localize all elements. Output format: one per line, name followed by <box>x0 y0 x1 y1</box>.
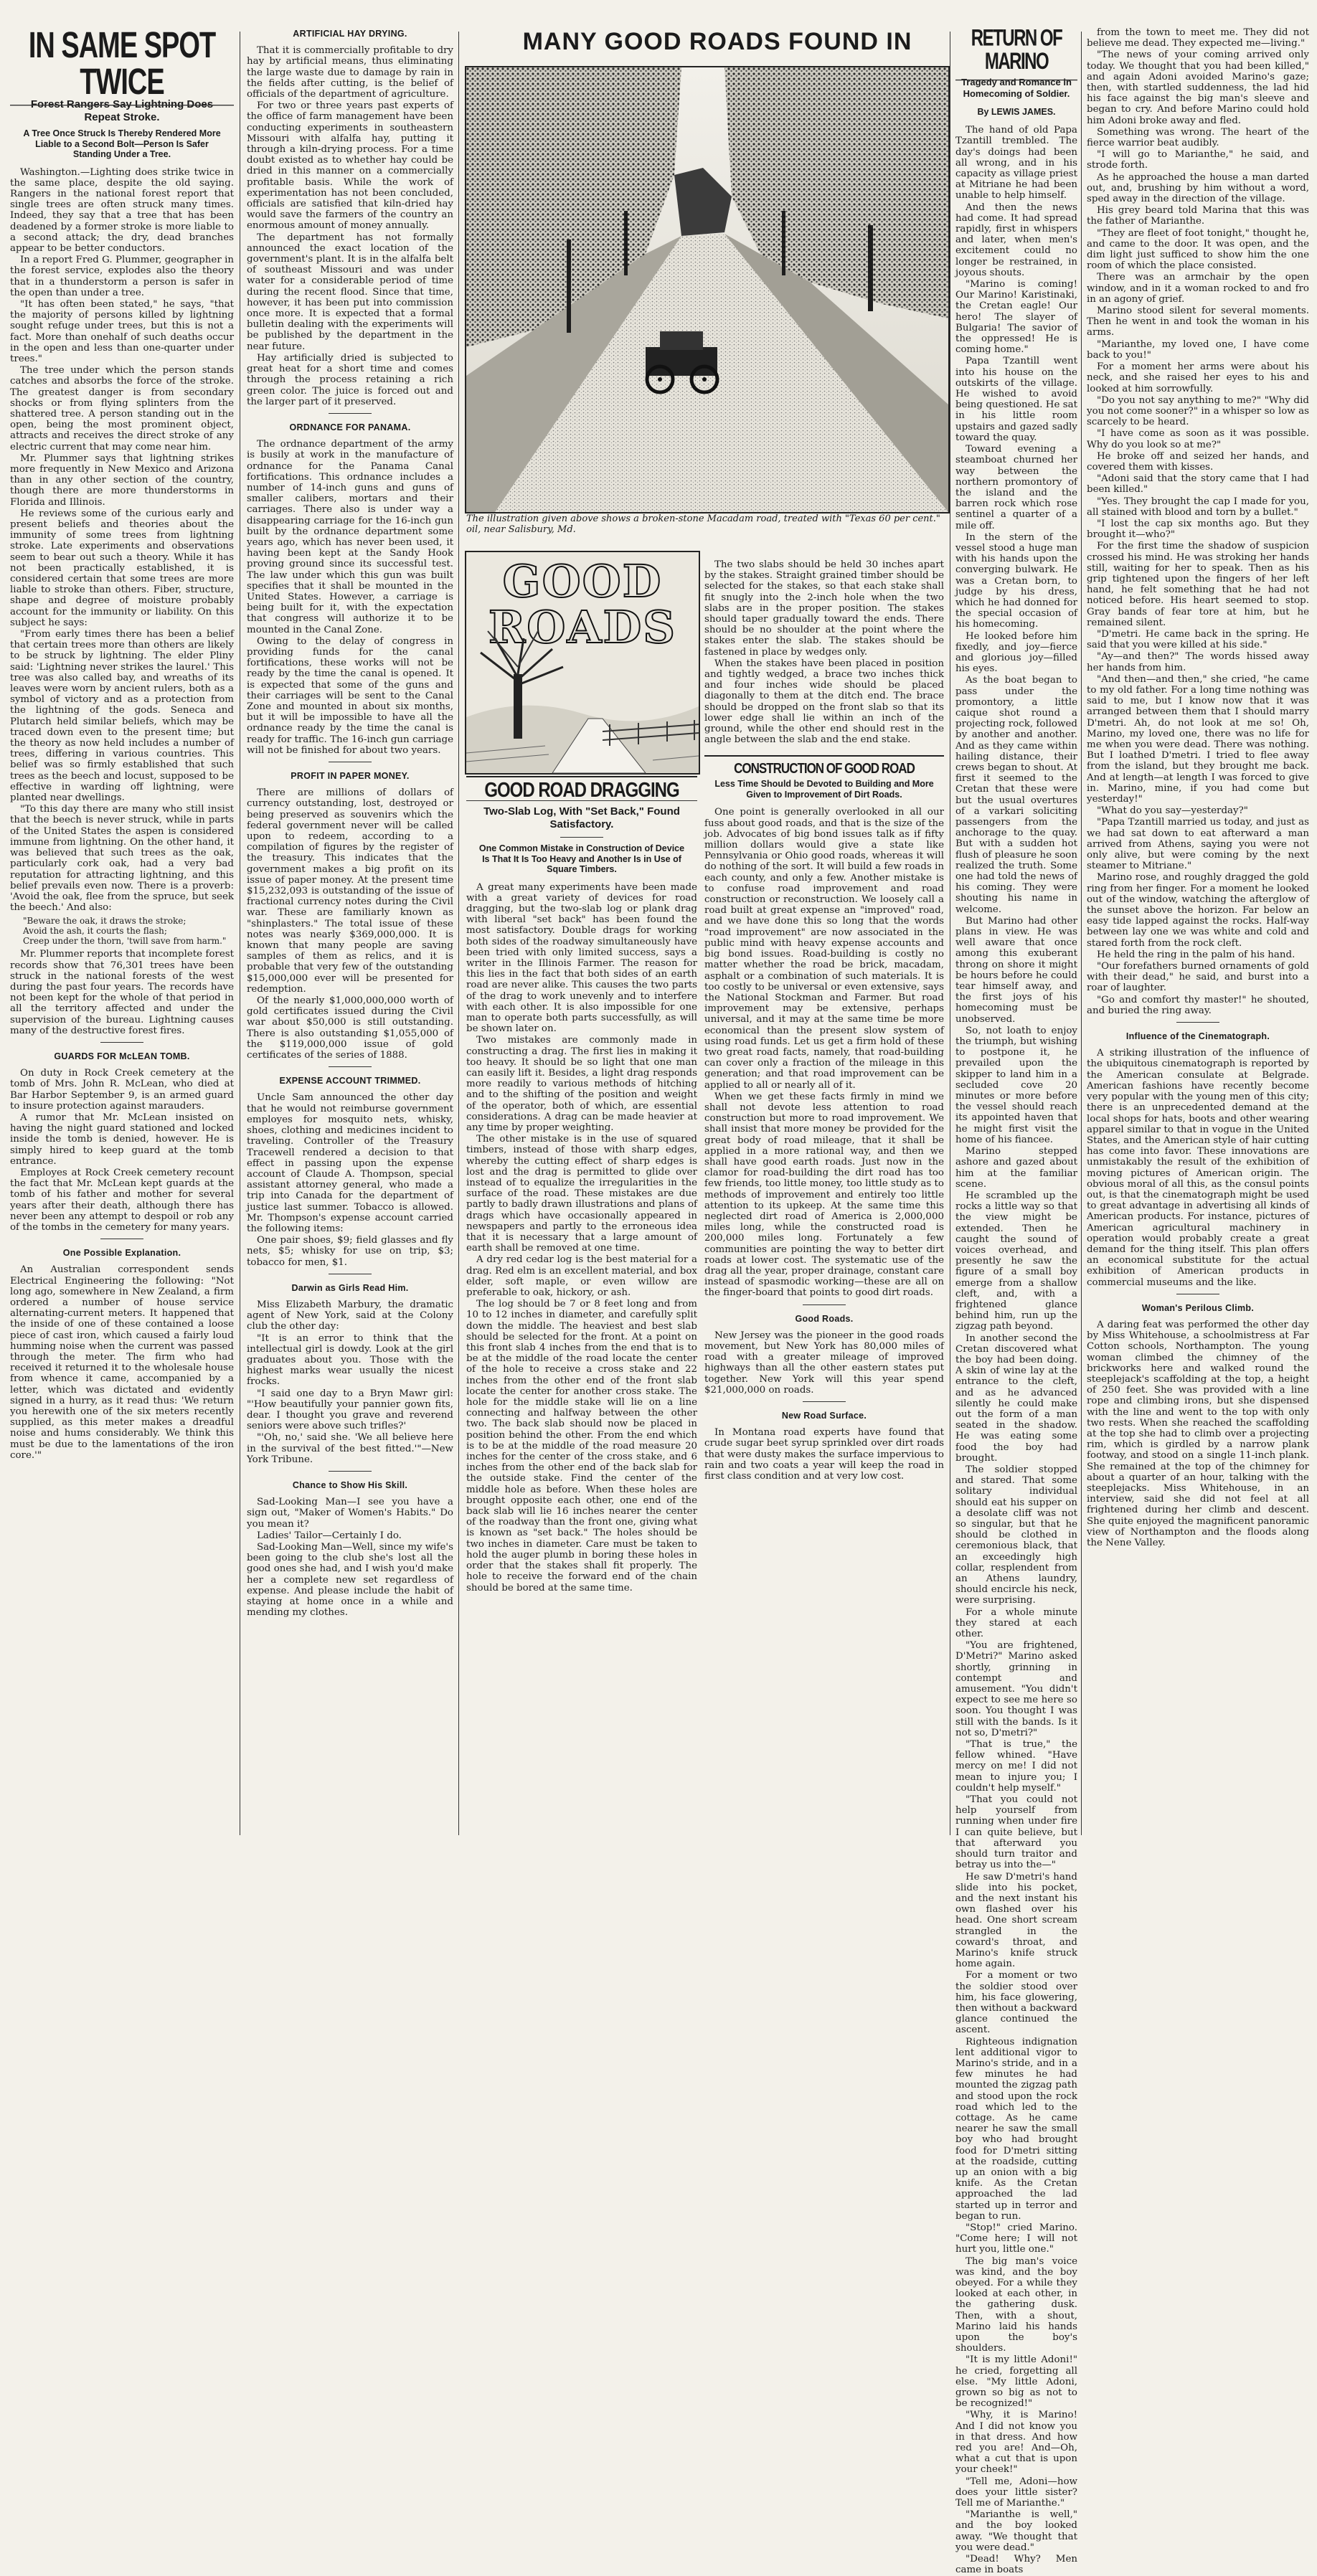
subdeck: One Common Mistake in Construction of Device Is That It Is Too Heavy and Another Is in Use of Square Timbers. <box>478 843 685 874</box>
paragraph: In the stern of the vessel stood a huge man with his hands upon the converging bulwark. He was a Cretan born, to judge by his dress, which he had donned for the special occasion of his homecoming. <box>955 531 1077 630</box>
paragraph: "D'metri. He came back in the spring. He said that you were killed at his side." <box>1087 628 1309 651</box>
paragraph: A dry red cedar log is the best material for a drag. Red elm is an excellent material, and box elder, soft maple, or even willow are preferable to oak, hickory, or ash. <box>466 1254 697 1299</box>
divider <box>560 837 603 838</box>
paragraph: "Papa Tzantill married us today, and just as we had sat down to eat afterward a man arrived from Athens, saying you were not only alive, but were coming by the next steamer to Mitriane." <box>1087 817 1309 872</box>
paragraph: "It is an error to think that the intellectual girl is dowdy. Look at the girl graduates about you. Those with the highest marks wear usually the nicest frocks. <box>247 1332 453 1388</box>
paragraph: The other mistake is in the use of squared timbers, instead of those with sharp edges, whereby the cutting effect of sharp edges is lost and the drag is permitted to glide over instead of to equalize the irregularities in the surface of the road. These mistakes are due partly to badly drawn illustrations and plans of drags which have occasionally appeared in newspapers and partly to the erroneous idea that it is necessary that a large amount of earth shall be removed at one time. <box>466 1134 697 1254</box>
paragraph: "Ay—and then?" The words hissed away her hands from him. <box>1087 651 1309 673</box>
paragraph: "I said one day to a Bryn Mawr girl: "'How beautifully your pannier gown fits, dear. I thought you grave and reverend seniors were above such trifles?' <box>247 1388 453 1432</box>
paragraph: "Marianthe is well," and the boy looked away. "We thought that you were dead." <box>955 2509 1077 2553</box>
deck: Tragedy and Romance in Homecoming of Soldier. <box>961 77 1072 99</box>
paragraph: "The news of your coming arrived only today. We thought that you had been killed," and again Adoni avoided Marino's gaze; then, with startled suddenness, the lad hid his face against the big man's sleeve and began to cry. And before Marino could hold him Adoni broke away and fled. <box>1087 49 1309 126</box>
paragraph: One pair shoes, $9; field glasses and fly nets, $5; whisky for use on trip, $3; tobacco for men, $1. <box>247 1235 453 1268</box>
paragraph: Papa Tzantill went into his house on the outskirts of the village. He wished to avoid being questioned. He sat in his little room upstairs and gazed sadly toward the quay. <box>955 356 1077 443</box>
paragraph: Of the nearly $1,000,000,000 worth of gold certificates issued during the Civil war about $50,000 is still outstanding. There is also outstanding $1,055,000 of the $119,000,000 issue of gold certificates of the series of 1888. <box>247 995 453 1061</box>
section-heading-explanation: One Possible Explanation. <box>62 1248 181 1259</box>
paragraph: Something was wrong. The heart of the fierce warrior beat audibly. <box>1087 126 1309 149</box>
paragraph: Toward evening a steamboat churned her way between the northern promontory of the island and the barren rock which rose sentinel a quarter of a mile off. <box>955 444 1077 531</box>
paragraph: "That you could not help yourself from running when under fire I can quite believe, but that afterward you should turn traitor and betray us into the—" <box>955 1794 1077 1871</box>
paragraph: For a moment or two the soldier stood over him, his face glowering, then without a backward glance continued the ascent. <box>955 1970 1077 2036</box>
paragraph: For a moment her arms were about his neck, and she raised her eyes to his and looked at him sorrowfully. <box>1087 361 1309 394</box>
paragraph: In a report Fred G. Plummer, geographer in the forest service, explodes also the theory that in a thunderstorm a person is safer in the open than under a tree. <box>10 255 234 298</box>
column-4 <box>704 559 944 1836</box>
column-6 <box>1087 27 1309 1824</box>
paragraph: "Stop!" cried Marino. "Come here; I will not hurt you, little one." <box>955 2222 1077 2255</box>
paragraph: "To this day there are many who still insist that the beech is never struck, while in parts of the United States the aspen is considered immune from lightning. On the other hand, it was believed that such trees as the oak, particularly cork oak, had a very bad reputation for attracting lightning, and this belief prevails even now. There is a proverb: 'Avoid the oak, flee from the spruce, but seek the beech.' And also: <box>10 804 234 914</box>
section-heading-ordnance: ORDNANCE FOR PANAMA. <box>289 422 411 432</box>
paragraph: The hand of old Papa Tzantill trembled. The day's doings had been all wrong, and in his capacity as village priest at Mitriane he had been unable to help himself. <box>955 125 1077 202</box>
paragraph: The two slabs should be held 30 inches apart by the stakes. Straight grained timber should be selected for the stakes, so that each stake shall fit snugly into the 2-inch hole when the two slabs are in the proper position. The stakes should taper gradually toward the ends. There should be no shoulder at the point where the stakes enter the slab. The stakes should be fastened in place by wedges only. <box>704 559 944 658</box>
paragraph: But Marino had other plans in view. He was well aware that once among this exuberant throng on shore it might be hours before he could tear himself away, and the first joys of his homecoming must be unobserved. <box>955 915 1077 1025</box>
deck: Two-Slab Log, With "Set Back," Found Satisfactory. <box>483 805 680 830</box>
paragraph: A daring feat was performed the other day by Miss Whitehouse, a schoolmistress at Far Cotton schools, Northampton. The young woman climbed the chimney of the brickworks here and walked round the steeplejack's scaffolding at the top, a height of 250 feet. She was provided with a line rope and climbing irons, but she dispensed with the line and went to the top with only two rests. When she reached the scaffolding at the top she had to climb over a projecting rim, which is girdled by a narrow plank footway, and stood on a single 11-inch plank. She remained at the top of the chimney for about a quarter of an hour, talking with the steeplejacks. Miss Whitehouse, in an interview, said she did not feel at all frightened during her climb and descent. She quite enjoyed the magnificent panoramic view of Northampton and the floods along the Nene Valley. <box>1087 1319 1309 1549</box>
paragraph: He reviews some of the curious early and present beliefs and theories about the immunity of some trees from lightning stroke. Late experiments and observations seem to bear out such a theory. While it has not been practically established, it is considered certain that some trees are more liable to stroke than others. Fiber, structure, shape and degree of moisture probably account for the immunity or liability. On this subject he says: <box>10 508 234 628</box>
section-heading-guards: GUARDS FOR McLEAN TOMB. <box>54 1051 190 1061</box>
paragraph: The tree under which the person stands catches and absorbs the force of the stroke. The greatest danger is from secondary shocks or from flying splinters from the shattered tree. A person standing out in the open, being the most prominent object, attracts and receives the direct stroke of any electric current that may come near him. <box>10 365 234 453</box>
section-heading-new-surface: New Road Surface. <box>781 1411 867 1421</box>
paragraph: Marino rose, and roughly dragged the gold ring from her finger. For a moment he looked out of the window, watching the afterglow of the sunset above the horizon. Far below an easy tide lapped against the rocks. Half-way between lay one we was white and cold and stared forth from the rock cleft. <box>1087 872 1309 949</box>
headline-construction: CONSTRUCTION OF GOOD ROAD <box>734 760 915 777</box>
divider <box>329 1066 372 1067</box>
divider <box>803 1401 846 1402</box>
paragraph: Righteous indignation lent additional vigor to Marino's stride, and in a few minutes he had mounted the zigzag path and stood upon the rock road which led to the cottage. As he came nearer he saw the small boy who had brought food for D'metri sitting at the roadside, cutting up an onion with a big knife. As the Cretan approached the lad started up in terror and began to run. <box>955 2036 1077 2222</box>
section-heading-money: PROFIT IN PAPER MONEY. <box>291 771 410 781</box>
divider <box>100 1042 143 1043</box>
paragraph: Uncle Sam announced the other day that he would not reimburse government employes for mosquito nets, whisky, shoes, clothing and medicines incident to traveling. Controller of the Treasury Tracewell rendered a decision to that effect in passing upon the expense account of Claude A. Thompson, special assistant attorney general, who made a trip into Canada for the department of justice last summer. Tobacco is allowed. Mr. Thompson's expense account carried the following items: <box>247 1092 453 1234</box>
paragraph: For the first time the shadow of suspicion crossed his mind. He was stroking her hands still, waiting for her to speak. Then as his grip tightened upon the fingers of her left hand, he felt something that he had not noticed before. His heart seemed to stop. Gray bands of fear tore at him, but he remained silent. <box>1087 541 1309 628</box>
paragraph: The department has not formally announced the exact location of the government's plant. It is in the alfalfa belt of southeast Missouri and was under water for a considerable period of time during the recent flood. Since that time, however, it has been put into commission once more. It is expected that a formal bulletin dealing with the experiments will be published by the department in the near future. <box>247 232 453 352</box>
column-rule <box>458 32 459 1835</box>
divider <box>1176 1022 1219 1023</box>
paragraph: "Our forefathers burned ornaments of gold with their dead," he said, and burst into a roar of laughter. <box>1087 961 1309 994</box>
verse-line: "Beware the oak, it draws the stroke; <box>23 916 187 927</box>
paragraph: "Marino is coming! Our Marino! Karistinaki, the Cretan eagle! Our hero! The slayer of Bulgaria! The savior of the oppressed! He is coming home." <box>955 279 1077 356</box>
paragraph: Mr. Plummer reports that incomplete forest records show that 76,301 trees have been struck in the national forests of the west during the past four years. The records have not been kept for the whole of that period in all the territory affected and under the supervision of the bureau. Lightning causes many of the destructive forest fires. <box>10 949 234 1036</box>
paragraph: For a whole minute they stared at each other. <box>955 1606 1077 1640</box>
paragraph: He broke off and seized her hands, and covered them with kisses. <box>1087 450 1309 473</box>
paragraph: Sad-Looking Man—Well, since my wife's been going to the club she's lost all the good ones she had, and I wish you'd make her a complete new set regardless of expense. And please include the habit of staying at home once in a while and mending my clothes. <box>247 1542 453 1619</box>
paragraph: There are millions of dollars of currency outstanding, lost, destroyed or being preserved as souvenirs which the federal government never will be called upon to redeem, according to a compilation of figures by the register of the treasury. This indicates that the government makes a big profit on its issue of paper money. At the present time $15,232,093 is outstanding of the issue of fractional currency notes during the Civil war. These are familiarly known as "shinplasters." The total issue of these notes was nearly $369,000,000. It is known that many people are saving samples of them as relics, and it is probable that very few of the outstanding $15,000,000 ever will be presented for redemption. <box>247 787 453 995</box>
paragraph: "And then—and then," she cried, "he came to my old father. For a long time nothing was said to me, but I know now that it was arranged between them that I should marry D'metri. Ah, do not look at me so! Oh, Marino, my loved one, there was no life for me when you were dead. There was nothing. But I loathed D'metri. I tried to flee away from the island, but they brought me back. And at length—at length I was forced to give in. Marino, mine, if you had come but yesterday!" <box>1087 673 1309 805</box>
paragraph: Owing to the delay of congress in providing funds for the canal fortifications, these works will not be ready by the time the canal is opened. It is expected that some of the guns and their carriages will be sent to the Canal Zone and mounted in about six months, but it will be impossible to have all the ordnance ready by the time the canal is ready for traffic. The 16-inch gun carriage will not be finished for about two years. <box>247 635 453 756</box>
paragraph: When the stakes have been placed in position and tightly wedged, a brace two inches thick and four inches wide should be placed diagonally to them at the ditch end. The brace should be dropped on the front slab so that its lower edge shall lie within an inch of the ground, while the other end should rest in the angle between the slab and the end stake. <box>704 658 944 746</box>
paragraph: "Marianthe, my loved one, I have come back to you!" <box>1087 338 1309 361</box>
good-roads-logo <box>465 551 700 775</box>
dragging-headline-box <box>466 776 697 801</box>
paragraph: "That is true," the fellow whined. "Have mercy on me! I did not mean to injure you; I couldn't help myself." <box>955 1739 1077 1794</box>
logo-word-good: GOOD <box>502 555 663 607</box>
paragraph: "Adoni said that the story came that I had been killed." <box>1087 473 1309 496</box>
paragraph: "I will go to Marianthe," he said, and strode forth. <box>1087 149 1309 171</box>
paragraph: "Tell me, Adoni—how does your little sister? Tell me of Marianthe." <box>955 2476 1077 2509</box>
paragraph: Sad-Looking Man—I see you have a sign out, "Maker of Women's Habits." Do you mean it? <box>247 1497 453 1530</box>
paragraph: For two or three years past experts of the office of farm management have been conducting experiments in southeastern Missouri with alfalfa hay, putting it through a kiln-drying process. For a time doubt existed as to whether hay could be dried in this manner on a commercially profitable basis. While the work of experimentation has not been concluded, officials are satisfied that kiln-dried hay would save the farmers of the country an enormous amount of money annually. <box>247 100 453 232</box>
paragraph: A rumor that Mr. McLean insisted on having the night guard stationed and locked inside the tomb is denied, however. He is simply hired to keep guard at the tomb entrance. <box>10 1112 234 1167</box>
column-2 <box>247 27 453 1824</box>
paragraph: On duty in Rock Creek cemetery at the tomb of Mrs. John R. McLean, who died at Bar Harbor September 9, is an armed guard to insure protection against marauders. <box>10 1068 234 1112</box>
photo-caption: The illustration given above shows a broken-stone Macadam road, treated with "Texas 60 per cent." oil, near Salisbury, Md. <box>466 513 940 535</box>
column-1 <box>10 27 234 1824</box>
column-5 <box>955 25 1077 2576</box>
paragraph: His grey beard told Marina that this was the father of Marianthe. <box>1087 205 1309 227</box>
paragraph: An Australian correspondent sends Electrical Engineering the following: "Not long ago, somewhere in New Zealand, a firm ordered a number of house service alternating-current meters. It happened that the inside of one of these contained a loose piece of cast iron, which caused a fairly loud humming noise when the current was passed through the meter. The firm who had received it returned it to the wholesale house from whence it came, accompanied by a letter, which was dictated and evidently signed in a hurry, as it read thus: 'We return you herewith one of the six meters recently supplied, as this meter makes a dreadful noise and hums considerably. We think this must be due to the lamentations of the iron core.'" <box>10 1264 234 1461</box>
verse <box>23 916 234 946</box>
paragraph: Mr. Plummer says that lightning strikes more frequently in New Mexico and Arizona than in any other section of the country, though there are more thunderstorms in Florida and Illinois. <box>10 453 234 508</box>
paragraph: from the town to meet me. They did not believe me dead. They expected me—living." <box>1087 27 1309 49</box>
paragraph: Employes at Rock Creek cemetery recount the fact that Mr. McLean kept guards at the tomb of his father and mother for several years after their death, although there has never been any attempt to despoil or rob any of the tombs in the cemetery for many years. <box>10 1167 234 1233</box>
paragraph: He looked before him fixedly, and joy—fierce and glorious joy—filled his eyes. <box>955 630 1077 675</box>
paragraph: In another second the Cretan discovered what the boy had been doing. A skin of wine lay at the entrance to the cleft, and as he advanced silently he could make out the form of a man seated in the shadow. He was eating some food the boy had brought. <box>955 1332 1077 1464</box>
paragraph: The soldier stopped and stared. That some solitary individual should eat his supper on a desolate cliff was not so singular, but that he should be clothed in ceremonious black, that an exceedingly high collar, resplendent from an Athens laundry, should encircle his neck, were surprising. <box>955 1464 1077 1606</box>
byline: By LEWIS JAMES. <box>977 107 1056 117</box>
column-rule <box>1081 32 1082 1835</box>
headline-dragging: GOOD ROAD DRAGGING <box>484 778 679 802</box>
logo-word-roads: ROADS <box>488 601 677 653</box>
paragraph: The ordnance department of the army is busily at work in the manufacture of ordnance for the Panama Canal fortifications. This ordnance includes a number of 14-inch guns and guns of smaller calibers, mortars and their carriages. There also is under way a disappearing carriage for the 16-inch gun built by the ordnance department some years ago, which has never been used, it having been kept at the Sandy Hook proving ground since its successful test. The law under which this gun was built specifies that it shall be mounted in the United States. However, a carriage is being built for it, with the expectation that congress will authorize it to be mounted in the Canal Zone. <box>247 439 453 635</box>
paragraph: When we get these facts firmly in mind we shall not devote less attention to road construction but more to road improvement. We shall insist that more money be provided for the great body of road mileage, that it shall be applied in a more rational way, and then we shall have good earth roads. Just now in the clamor for road-building the dirt road has too few friends, too little money, too little study as to methods of improvement and entirely too little attention to its upkeep. At the same time this neglected dirt road of America is 2,000,000 miles long, while the constructed road is 200,000 miles long. Fortunately a few communities are pointing the way to better dirt roads at lower cost. The systematic use of the drag all the year, proper drainage, constant care instead of spasmodic working—these are all on the finger-board that points to good dirt roads. <box>704 1091 944 1299</box>
section-heading-hay: ARTIFICIAL HAY DRYING. <box>293 29 407 39</box>
section-heading-expense: EXPENSE ACCOUNT TRIMMED. <box>279 1076 421 1086</box>
paragraph: That it is commercially profitable to dry hay by artificial means, thus eliminating the large waste due to damage by rain in the fields after cutting, is the belief of officials of the department of agriculture. <box>247 45 453 100</box>
paragraph: So, not loath to enjoy the triumph, but wishing to postpone it, he prevailed upon the skipper to land him in a secluded cove 20 minutes or more before the vessel should reach its appointed haven that he might first visit the home of his fiancee. <box>955 1025 1077 1145</box>
paragraph: There was an armchair by the open window, and in it a woman rocked to and fro in an agony of grief. <box>1087 272 1309 305</box>
paragraph: Miss Elizabeth Marbury, the dramatic agent of New York, said at the Colony club the other day: <box>247 1299 453 1332</box>
paragraph: "I lost the cap six months ago. But they brought it—who?" <box>1087 518 1309 541</box>
feature-headline: MANY GOOD ROADS FOUND IN <box>522 28 912 55</box>
paragraph: In Montana road experts have found that crude sugar beet syrup sprinkled over dirt roads that were dusty makes the surface impervious to rain and two coats a year will keep the road in first class condition and at very low cost. <box>704 1427 944 1482</box>
paragraph: "Dead! Why? Men came in boats <box>955 2554 1077 2576</box>
good-roads-logo-art <box>466 552 699 773</box>
divider <box>329 413 372 414</box>
road-photo <box>465 66 950 513</box>
verse-line: Avoid the ash, it courts the flash; <box>23 926 167 937</box>
subdeck: A Tree Once Struck Is Thereby Rendered More Liable to a Second Bolt—Person Is Safer Standing Under a Tree. <box>23 128 221 159</box>
paragraph: Marino stood silent for several moments. Then he went in and took the woman in his arms. <box>1087 306 1309 338</box>
section-heading-climb: Woman's Perilous Climb. <box>1141 1302 1255 1313</box>
paragraph: Washington.—Lighting does strike twice in the same place, despite the old saying. Rangers in the national forest report that single trees are often struck many times. Indeed, they say that a tree that has been deadened by a former stroke is more liable to a second attack; the dry, dead branches appear to be better conductors. <box>10 166 234 254</box>
paragraph: "I have come as soon as it was possible. Why do you look so at me?" <box>1087 428 1309 450</box>
paragraph: As he approached the house a man darted out, and, brushing by him without a word, sped away in the direction of the village. <box>1087 171 1309 205</box>
section-heading-chance: Chance to Show His Skill. <box>292 1479 408 1490</box>
paragraph: "It is my little Adoni!" he cried, forgetting all else. "My little Adoni, grown so big as not to be recognized!" <box>955 2354 1077 2410</box>
macadam-road-illustration <box>466 67 948 512</box>
deck: Forest Rangers Say Lightning Does Repeat Stroke. <box>30 98 214 123</box>
paragraph: Ladies' Tailor—Certainly I do. <box>257 1530 402 1541</box>
paragraph: "You are frightened, D'Metri?" Marino asked shortly, grinning in contempt and amusement. "You didn't expect to see me here so soon. You thought I was still with the bands. Is it not so, D'metri?" <box>955 1640 1077 1738</box>
paragraph: He saw D'metri's hand slide into his pocket, and the next instant his own flashed over his head. One short scream strangled in the coward's throat, and Marino's knife struck home again. <box>955 1871 1077 1970</box>
paragraph: "They are fleet of foot tonight," thought he, and came to the door. It was open, and the dim light just sufficed to show him the one room of which the place consisted. <box>1087 227 1309 272</box>
section-heading-cinematograph: Influence of the Cinematograph. <box>1125 1031 1270 1042</box>
paragraph: As the boat began to pass under the promontory, a little caique shot round a projecting rock, followed by another and another. And as they came within hailing distance, their crews began to shout. At first it seemed to the Cretan that these were but the usual overtures of a varkari soliciting passengers from the anchorage to the quay. But with a sudden hot flush of pleasure he soon realized the truth. Some one had told the news of his coming. They were shouting his name in welcome. <box>955 675 1077 915</box>
paragraph: A striking illustration of the influence of the ubiquitous cinematograph is reported by the American consulate at Belgrade. American fashions have recently become very popular with the young men of this city; there is an unprecedented demand at the local shops for hats, boots and other wearing apparel similar to that in vogue in the United States, and the American style of hair cutting has come into favor. These innovations are unmistakably the result of the exhibition of moving pictures of American origin. The obvious moral of all this, as the consul points out, is that the cinematograph might be used to great advantage in advertising all kinds of American products. For instance, pictures of American agricultural machinery in operation would probably create a great demand for the thing itself. This plan offers an economical substitute for the actual exhibition of American products in commercial museums and the like. <box>1087 1048 1309 1288</box>
paragraph: "What do you say—yesterday?" <box>1097 805 1248 817</box>
divider <box>329 1471 372 1472</box>
section-heading-good-roads: Good Roads. <box>795 1313 854 1324</box>
column-3 <box>466 776 697 1837</box>
construction-box <box>704 755 944 777</box>
paragraph: "Yes. They brought the cap I made for you, all stained with blood and torn by a bullet." <box>1087 496 1309 518</box>
paragraph: And then the news had come. It had spread rapidly, first in whispers and later, when men's excitement could no longer be restrained, in joyous shouts. <box>955 202 1077 278</box>
paragraph: The log should be 7 or 8 feet long and from 10 to 12 inches in diameter, and carefully split down the middle. The heaviest and best slab should be selected for the front. At a point on this front slab 4 inches from the end that is to be at the middle of the road locate the center of the hole to receive a cross stake and 22 inches from the other end of the front slab locate the center for another cross stake. The hole for the middle stake will lie on a line connecting and halfway between the other two. The back slab should now be placed in position behind the other. From the end which is to be at the middle of the road measure 20 inches for the center of the cross stake, and 6 inches from the other end of the back slab for the outside stake. Find the center of the middle hole as before. When these holes are brought opposite each other, one end of the back slab will lie 16 inches nearer the center of the roadway than the front one, giving what is known as "set back." The holes should be two inches in diameter. Care must be taken to hold the auger plumb in boring these holes in order that the stakes shall fit properly. The hole to receive the forward end of the chain should be bored at the same time. <box>466 1299 697 1594</box>
paragraph: A great many experiments have been made with a great variety of devices for road dragging, but the two-slab log or plank drag with liberal "set back" has been found the most satisfactory. Double drags for working both sides of the roadway simultaneously have been tried with only limited success, says a writer in the Illinois Farmer. The reason for this lies in the fact that both sides of an earth road are never alike. This causes the two parts of the drag to work unevenly and to interfere with each other. It is also impossible for one man to operate both parts successfully, as will be shown later on. <box>466 881 697 1035</box>
subdeck: Less Time Should be Devoted to Building and More Given to Improvement of Dirt Roads. <box>714 779 934 800</box>
headline-same-spot: IN SAME SPOT TWICE <box>10 27 234 105</box>
section-heading-darwin: Darwin as Girls Read Him. <box>291 1282 409 1293</box>
verse-line: Creep under the thorn, 'twill save from harm." <box>23 936 227 947</box>
paragraph: "Why, it is Marino! And I did not know you in that dress. And how red you are! And—Oh, what a cut that is upon your cheek!" <box>955 2410 1077 2476</box>
paragraph: "From early times there has been a belief that certain trees more than others are likely to be struck by lightning. The elder Pliny said: 'Lightning never strikes the laurel.' This tree was also called bay, and wreaths of its leaves were worn by ancient rulers, both as a symbol of victory and as a protection from the lightning of the gods. Seneca and Plutarch held similar beliefs, which may be traced down even to the present time; but the theory as now held includes a number of trees, differing in various countries. This belief was so firmly established that such trees as the beech and locust, supposed to be effective in warding off lightning, were planted near dwellings. <box>10 629 234 804</box>
paragraph: "It has often been stated," he says, "that the majority of persons killed by lightning sought refuge under trees, but this is not a fact. More than onehalf of such deaths occur in the open and less than one-quarter under trees." <box>10 298 234 364</box>
paragraph: Two mistakes are commonly made in constructing a drag. The first lies in making it too heavy. It should be so light that one man can easily lift it. Besides, a light drag responds more readily to various methods of hitching and to the shifting of the position and weight of the operator, both of which, are essential considerations. A drag can be made heavier at any time by proper weighting. <box>466 1035 697 1133</box>
divider <box>803 1304 846 1305</box>
paragraph: "'Oh, no,' said she. 'We all believe here in the survival of the best fitted.'"—New York Tribune. <box>247 1432 453 1465</box>
paragraph: The big man's voice was kind, and the boy obeyed. For a while they looked at each other, in the gathering dusk. Then, with a shout, Marino laid his hands upon the boy's shoulders. <box>955 2255 1077 2354</box>
paragraph: Hay artificially dried is subjected to great heat for a short time and comes through the process retaining a rich green color. The juice is forced out and the larger part of it preserved. <box>247 352 453 407</box>
paragraph: One point is generally overlooked in all our fuss about good roads, and that is the size of the job. Advocates of big bond issues talk as if fifty million dollars would give a state like Pennsylvania or Ohio good roads, whereas it will do nothing of the sort. It will build a few roads in each county, and only a few. Another mistake is to confuse road improvement and road construction or reconstruction. We loosely call a road built at great expense an "improved" road, and we have done this so long that the words "road improvement" are now associated in the public mind with heavy expense accounts and big bond issues. Road-building is costly no matter whether the road be brick, macadam, asphalt or a combination of such materials. It is too costly to be universal or even extensive, says the National Stockman and Farmer. But road improvement may be extensive, perhaps universal, and it may at the same time be more economical than the present slow system of using road funds. Let us get a firm hold of these two great road facts, namely, that road-building can cover only a fraction of the mileage in this generation; and that road improvement can be applied to all or nearly all of it. <box>704 807 944 1091</box>
paragraph: New Jersey was the pioneer in the good roads movement, but New York has 80,000 miles of road with a greater mileage of improved highways than all the other eastern states put together. New York will this year spend $21,000,000 on roads. <box>704 1330 944 1396</box>
paragraph: "Do you not say anything to me?" "Why did you not come sooner?" in a whisper so low as scarcely to be heard. <box>1087 394 1309 428</box>
paragraph: He scrambled up the rocks a little way so that the view might be extended. Then he caught the sound of voices overhead, and presently he saw the figure of a small boy emerge from a shallow cleft, and, with a frightened glance behind him, run up the zigzag path beyond. <box>955 1190 1077 1332</box>
paragraph: Marino stepped ashore and gazed about him at the familiar scene. <box>955 1146 1077 1190</box>
headline-marino: RETURN OF MARINO <box>955 27 1077 80</box>
paragraph: "Go and comfort thy master!" he shouted, and buried the ring away. <box>1087 994 1309 1016</box>
paragraph: He held the ring in the palm of his hand. <box>1097 949 1295 960</box>
